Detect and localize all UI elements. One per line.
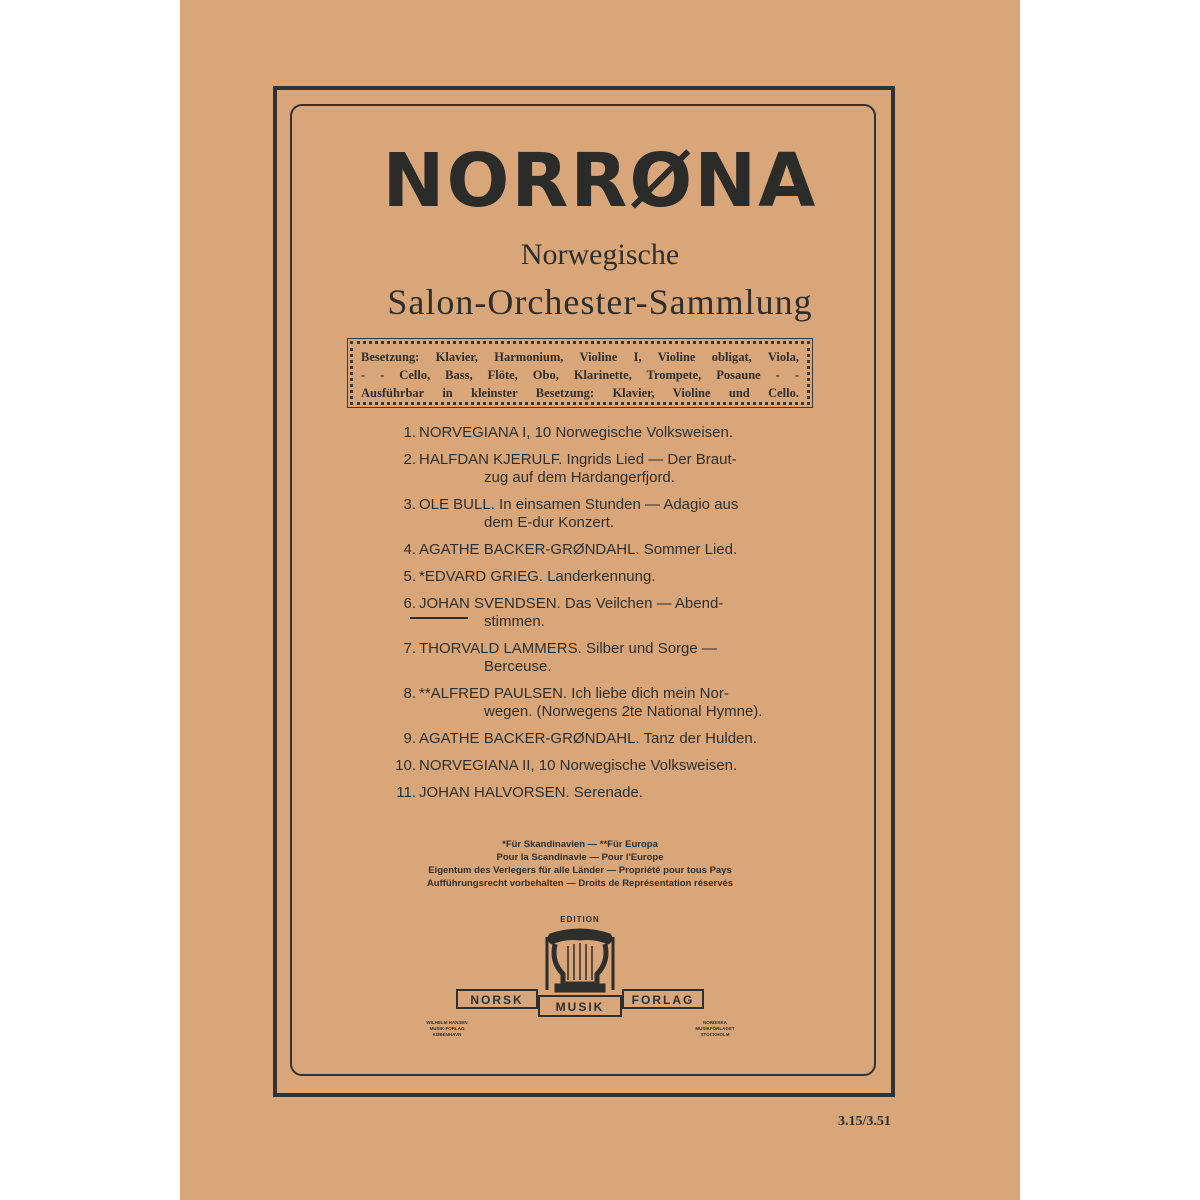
logo-center-word: MUSIK xyxy=(555,1000,605,1014)
logo-edition-text: EDITION xyxy=(560,915,600,924)
rights-notes xyxy=(380,838,780,890)
work-title-continued: Berceuse. xyxy=(484,658,552,675)
work-item xyxy=(386,784,826,802)
instrumentation-line: - - Cello, Bass, Flöte, Obo, Klarinette, Trompete, Posaune - - xyxy=(361,368,799,382)
work-title: JOHAN SVENDSEN. Das Veilchen — Abend- xyxy=(419,595,724,612)
logo-right-small: STOCKHOLM xyxy=(700,1032,730,1037)
note-line: Aufführungsrecht vorbehalten — Droits de Représentation réservés xyxy=(426,878,734,889)
subtitle-line-2: Salon-Orchester-Sammlung xyxy=(387,282,813,322)
work-number: 9. xyxy=(403,730,416,747)
logo-left-small: WILHELM HANSEN xyxy=(426,1020,468,1025)
work-title: OLE BULL. In einsamen Stunden — Adagio aus xyxy=(419,496,739,513)
work-number: 3. xyxy=(403,496,416,513)
note-line: Eigentum des Verlegers für alle Länder — Propriété pour tous Pays xyxy=(428,865,732,876)
publisher-logo xyxy=(426,912,735,1042)
logo-right-small: MUSIKFÖRLAGET xyxy=(695,1026,735,1031)
work-title: AGATHE BACKER-GRØNDAHL. Tanz der Hulden. xyxy=(419,730,757,747)
work-item xyxy=(386,568,826,586)
work-number: 6. xyxy=(403,595,416,612)
logo-left-small: MUSIK-FORLAG xyxy=(429,1026,465,1031)
work-number: 7. xyxy=(403,640,416,657)
work-title: THORVALD LAMMERS. Silber und Sorge — xyxy=(419,640,717,657)
work-item xyxy=(386,541,826,559)
work-item xyxy=(386,451,826,487)
work-title: HALFDAN KJERULF. Ingrids Lied — Der Braut- xyxy=(419,451,737,468)
catalog-code: 3.15/3.51 xyxy=(838,1114,891,1129)
work-number: 10. xyxy=(395,757,416,774)
work-item xyxy=(386,640,826,676)
note-line: *Für Skandinavien — **Für Europa xyxy=(502,839,658,850)
subtitle-line-1: Norwegische xyxy=(520,238,680,271)
work-number: 4. xyxy=(403,541,416,558)
work-title-continued: dem E-dur Konzert. xyxy=(484,514,615,531)
work-title-continued: stimmen. xyxy=(484,613,545,630)
work-item xyxy=(386,757,826,775)
work-number: 8. xyxy=(403,685,416,702)
handwritten-underline xyxy=(410,617,468,619)
note-line: Pour la Scandinavie — Pour l'Europe xyxy=(496,852,664,863)
work-title: **ALFRED PAULSEN. Ich liebe dich mein Nor- xyxy=(419,685,729,702)
instrumentation-line: Ausführbar in kleinster Besetzung: Klavier, Violine und Cello. xyxy=(361,386,799,400)
work-number: 2. xyxy=(403,451,416,468)
work-item xyxy=(386,685,826,721)
work-title: NORVEGIANA I, 10 Norwegische Volksweisen. xyxy=(419,424,734,441)
work-title-continued: wegen. (Norwegens 2te National Hymne). xyxy=(484,703,763,720)
logo-left-word: NORSK xyxy=(470,993,524,1007)
work-number: 5. xyxy=(403,568,416,585)
work-title: JOHAN HALVORSEN. Serenade. xyxy=(419,784,643,801)
instrumentation-line: Besetzung: Klavier, Harmonium, Violine I, Violine obligat, Viola, xyxy=(361,350,799,364)
work-number: 11. xyxy=(396,784,416,801)
work-title-continued: zug auf dem Hardangerfjord. xyxy=(484,469,675,486)
work-item xyxy=(386,496,826,532)
logo-right-word: FORLAG xyxy=(631,993,695,1007)
logo-right-small: NORDISKA xyxy=(702,1020,728,1025)
work-title: AGATHE BACKER-GRØNDAHL. Sommer Lied. xyxy=(419,541,738,558)
logo-left-small: KØBENHAVN xyxy=(432,1032,462,1037)
work-number: 1. xyxy=(403,424,416,441)
work-item xyxy=(386,424,826,442)
lyre-icon xyxy=(547,929,613,992)
work-item xyxy=(386,595,826,631)
work-item xyxy=(386,730,826,748)
title: NORRØNA xyxy=(382,138,818,224)
instrumentation-box xyxy=(350,341,810,405)
work-title: NORVEGIANA II, 10 Norwegische Volksweisen. xyxy=(419,757,738,774)
work-title: *EDVARD GRIEG. Landerkennung. xyxy=(419,568,656,585)
